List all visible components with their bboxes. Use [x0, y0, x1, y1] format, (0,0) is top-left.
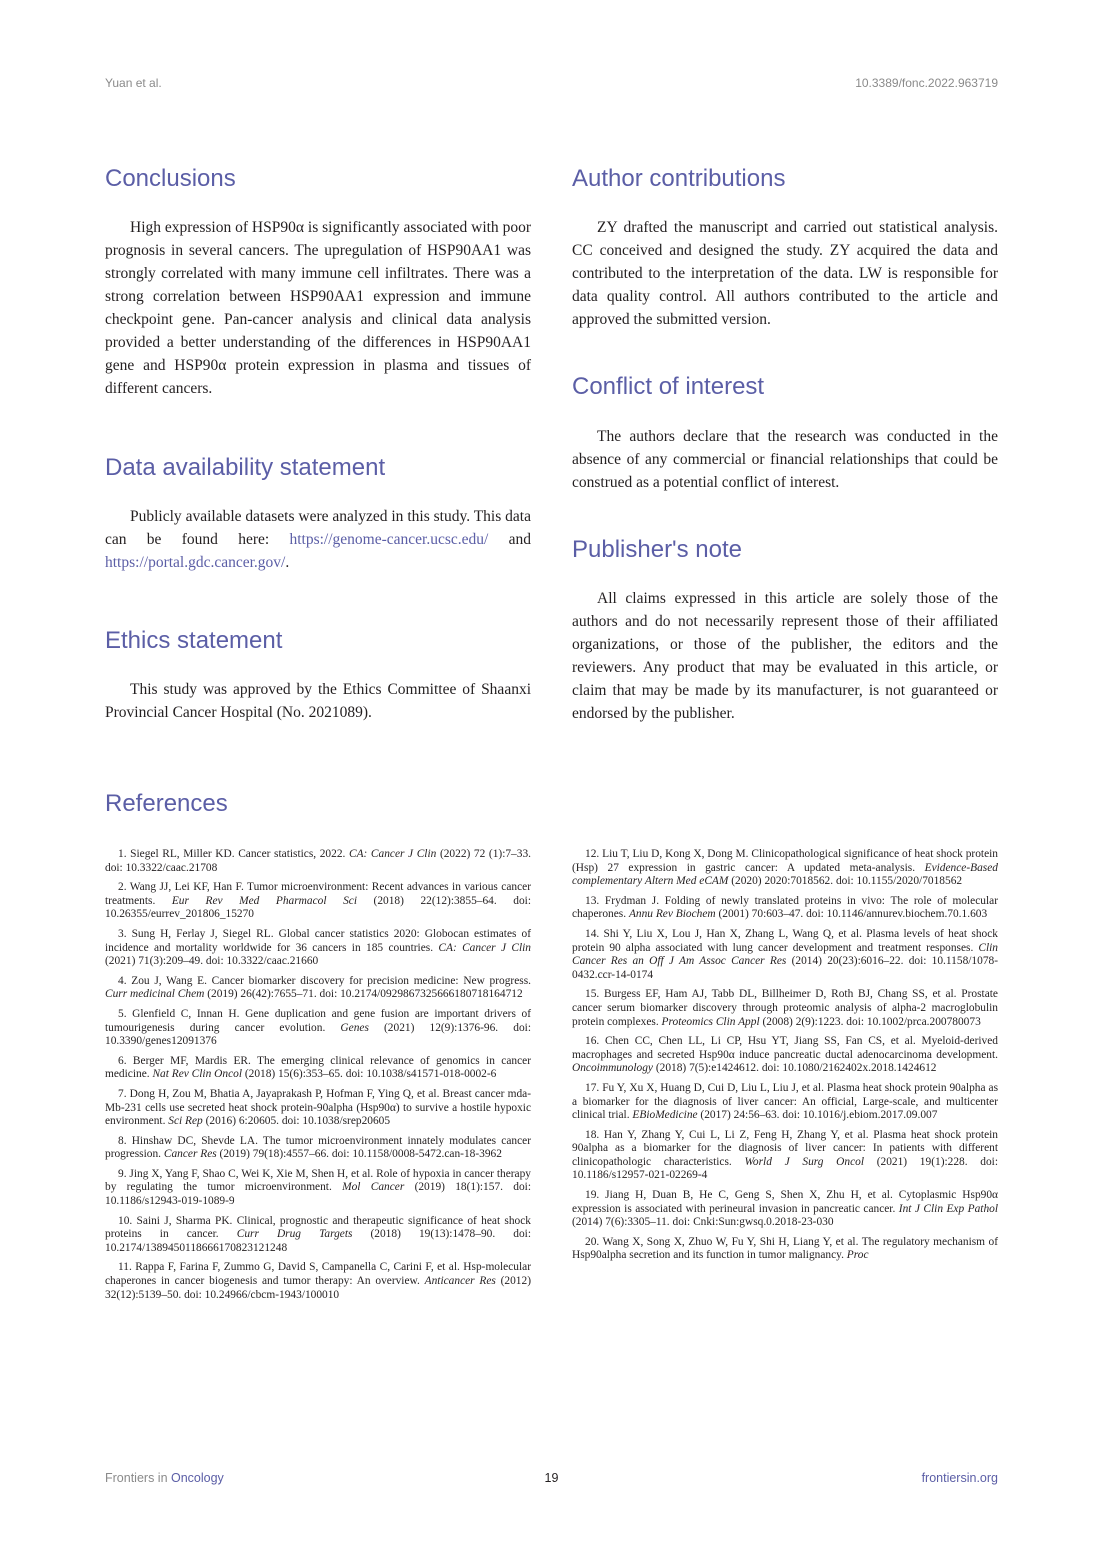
reference-text: 13. Frydman J. Folding of newly translated proteins in vivo: The role of molecular chaperones.	[572, 894, 998, 921]
heading-conflict-of-interest: Conflict of interest	[572, 373, 765, 400]
reference-item	[105, 1088, 531, 1129]
reference-journal: Anticancer Res	[424, 1275, 496, 1288]
reference-item	[105, 1008, 531, 1049]
reference-item	[572, 1082, 998, 1123]
reference-text: 10. Saini J, Sharma PK. Clinical, prognostic and therapeutic significance of heat shock proteins in cancer.	[105, 1214, 531, 1241]
reference-item	[572, 848, 998, 889]
reference-journal: Evidence-Based complementary Altern Med eCAM	[572, 861, 998, 888]
reference-details: (2016) 6:20605. doi: 10.1038/srep20605	[202, 1115, 391, 1128]
reference-details: (2018) 15(6):353–65. doi: 10.1038/s41571-018-0002-6	[241, 1068, 497, 1081]
heading-author-contributions: Author contributions	[572, 165, 786, 192]
reference-journal: CA: Cancer J Clin	[348, 848, 437, 860]
running-head-authors: Yuan et al.	[105, 76, 162, 90]
data-availability-text	[105, 505, 531, 574]
reference-journal: Int J Clin Exp Pathol	[898, 1202, 998, 1215]
link-ucsc[interactable]: https://genome-cancer.ucsc.edu/	[289, 531, 489, 548]
reference-journal: EBioMedicine	[632, 1109, 698, 1122]
reference-details: (2022) 72 (1):7–33. doi: 10.3322/caac.21708	[105, 848, 531, 874]
heading-references: References	[105, 790, 228, 817]
heading-conclusions: Conclusions	[105, 165, 236, 192]
reference-details: (2012) 32(12):5139–50. doi: 10.24966/cbcm-1943/100010	[105, 1275, 531, 1301]
data-availability-text-middle: and	[488, 531, 531, 548]
reference-text: 3. Sung H, Ferlay J, Siegel RL. Global cancer statistics 2020: Globocan estimates of incidence and mortality worldwide for 36 cancers in 185 countries.	[105, 927, 531, 954]
reference-item	[572, 1189, 998, 1230]
reference-text: 5. Glenfield C, Innan H. Gene duplication and gene fusion are important drivers of tumourigenesis during cancer evolution.	[105, 1007, 531, 1034]
reference-details: (2019) 26(42):7655–71. doi: 10.2174/0929867325666180718164712	[204, 988, 523, 1001]
reference-journal: Proteomics Clin Appl	[661, 1015, 760, 1028]
heading-publishers-note: Publisher's note	[572, 536, 743, 563]
reference-journal: CA: Cancer J Clin	[438, 941, 531, 954]
heading-ethics: Ethics statement	[105, 627, 283, 654]
ethics-text: This study was approved by the Ethics Committee of Shaanxi Provincial Cancer Hospital (No. 2021089).	[105, 681, 531, 721]
reference-journal: World J Surg Oncol	[744, 1155, 865, 1168]
conflict-text: The authors declare that the research was conducted in the absence of any commercial or financial relationships that could be construed as a potential conflict of interest.	[572, 428, 998, 491]
reference-text: 17. Fu Y, Xu X, Huang D, Cui D, Liu L, Liu J, et al. Plasma heat shock protein 90alpha as a biomarker for the diagnosis of liver cancer: An official, Large-scale, and multicenter clinical trial.	[572, 1081, 998, 1122]
reference-details: (2021) 71(3):209–49. doi: 10.3322/caac.21660	[105, 955, 319, 968]
reference-details: (2014) 7(6):3305–11. doi: Cnki:Sun:gwsq.0.2018-23-030	[572, 1216, 834, 1229]
reference-journal: Curr medicinal Chem	[105, 988, 205, 1001]
reference-text: 9. Jing X, Yang F, Shao C, Wei K, Xie M, Shen H, et al. Role of hypoxia in cancer therapy by regulating the tumor microenvironment.	[105, 1167, 531, 1194]
reference-details: (2014) 20(23):6016–22. doi: 10.1158/1078-0432.ccr-14-0174	[572, 955, 999, 981]
reference-text: 16. Chen CC, Chen LL, Li CP, Hsu YT, Jiang SS, Fan CS, et al. Myeloid-derived macrophages and secreted Hsp90α induce pancreatic ductal adenocarcinoma development.	[572, 1035, 998, 1061]
reference-item	[105, 881, 531, 922]
reference-text: 20. Wang X, Song X, Zhuo W, Fu Y, Shi H, Liang Y, et al. The regulatory mechanism of Hsp90alpha secretion and its function in tumor malignancy.	[572, 1235, 998, 1262]
reference-details: (2017) 24:56–63. doi: 10.1016/j.ebiom.2017.09.007	[697, 1109, 938, 1122]
reference-journal: Sci Rep	[168, 1115, 203, 1128]
reference-journal: Cancer Res	[163, 1148, 217, 1161]
reference-text: 11. Rappa F, Farina F, Zummo G, David S, Campanella C, Carini F, et al. Hsp-molecular chaperones in cancer biogenesis and tumor therapy: An overview.	[105, 1261, 531, 1288]
reference-item	[105, 928, 531, 969]
reference-item	[105, 1261, 531, 1302]
reference-text: 18. Han Y, Zhang Y, Cui L, Li Z, Feng H, Zhang Y, et al. Plasma heat shock protein 90alpha as a biomarker for the diagnosis of liver cancer: In patients with different clinicopathologic characteristics.	[572, 1128, 998, 1168]
reference-details: (2001) 70:603–47. doi: 10.1146/annurev.biochem.70.1.603	[715, 908, 988, 921]
running-head-doi: 10.3389/fonc.2022.963719	[855, 76, 998, 90]
heading-data-availability: Data availability statement	[105, 454, 386, 481]
reference-journal: Mol Cancer	[342, 1181, 405, 1194]
reference-item	[572, 928, 998, 982]
reference-item	[105, 1215, 531, 1256]
reference-journal: Clin Cancer Res an Off J Am Assoc Cancer Res	[572, 941, 998, 968]
publishers-note-text: All claims expressed in this article are solely those of the authors and do not necessarily represent those of their affiliated organizations, or those of the publisher, the editors and the reviewers. Any product that may be evaluated in this article, or claim that may be made by its manufacturer, is not guaranteed or endorsed by the publisher.	[572, 590, 998, 722]
reference-item	[572, 1236, 998, 1263]
data-availability-text-after: .	[285, 554, 290, 571]
reference-details: (2018) 7(5):e1424612. doi: 10.1080/2162402x.2018.1424612	[653, 1062, 937, 1075]
footer-site-link[interactable]: frontiersin.org	[921, 1471, 998, 1485]
reference-details: (2018) 22(12):3855–64. doi: 10.26355/eurrev_201806_15270	[105, 894, 531, 921]
reference-details: (2018) 19(13):1478–90. doi: 10.2174/1389450118666170823121248	[105, 1228, 531, 1254]
reference-text: 12. Liu T, Liu D, Kong X, Dong M. Clinicopathological significance of heat shock protein (Hsp) 27 expression in gastric cancer: A updated meta-analysis.	[572, 848, 998, 874]
reference-journal: Oncoimmunology	[572, 1062, 653, 1075]
reference-text: 4. Zou J, Wang E. Cancer biomarker discovery for precision medicine: New progress.	[118, 974, 531, 987]
references-right-column	[572, 848, 998, 1263]
reference-journal: Eur Rev Med Pharmacol Sci	[171, 894, 357, 907]
reference-details: (2019) 79(18):4557–66. doi: 10.1158/0008-5472.can-18-3962	[216, 1148, 502, 1161]
reference-item	[105, 975, 531, 1002]
references-left-column	[105, 848, 531, 1302]
reference-item	[572, 1129, 998, 1183]
reference-text: 6. Berger MF, Mardis ER. The emerging clinical relevance of genomics in cancer medicine.	[105, 1054, 531, 1081]
reference-item	[572, 988, 998, 1029]
reference-text: 14. Shi Y, Liu X, Lou J, Han X, Zhang L, Wang Q, et al. Plasma levels of heat shock protein 90 alpha associated with lung cancer development and treatment responses.	[572, 927, 998, 954]
reference-item	[105, 1168, 531, 1209]
reference-journal: Genes	[340, 1021, 369, 1034]
reference-item	[105, 1055, 531, 1082]
footer-journal-name: Oncology	[171, 1471, 224, 1485]
reference-details: (2021) 19(1):228. doi: 10.1186/s12957-021-02269-4	[572, 1155, 999, 1182]
reference-item	[572, 895, 998, 922]
reference-item	[572, 1035, 998, 1076]
link-gdc[interactable]: https://portal.gdc.cancer.gov/	[105, 554, 286, 571]
reference-text: 19. Jiang H, Duan B, He C, Geng S, Shen X, Zhu H, et al. Cytoplasmic Hsp90α expression is associated with perineural invasion in pancreatic cancer.	[572, 1189, 998, 1215]
reference-journal: Annu Rev Biochem	[628, 908, 716, 921]
reference-text: 8. Hinshaw DC, Shevde LA. The tumor microenvironment innately modulates cancer progression.	[105, 1134, 531, 1161]
author-contributions-text: ZY drafted the manuscript and carried out statistical analysis. CC conceived and designed the study. ZY acquired the data and contributed to the interpretation of the data. LW is responsible for data quality control. All authors contributed to the article and approved the submitted version.	[572, 219, 998, 328]
reference-details: (2020) 2020:7018562. doi: 10.1155/2020/7018562	[728, 875, 963, 888]
reference-details: (2021) 12(9):1376-96. doi: 10.3390/genes12091376	[105, 1021, 531, 1048]
reference-text: 15. Burgess EF, Ham AJ, Tabb DL, Billheimer D, Roth BJ, Chang SS, et al. Prostate cancer serum biomarker discovery through proteomic analysis of alpha-2 macroglobulin protein complexes.	[572, 988, 998, 1028]
reference-item	[105, 1135, 531, 1162]
reference-details: (2008) 2(9):1223. doi: 10.1002/prca.200780073	[759, 1015, 981, 1028]
page-number: 19	[544, 1471, 559, 1485]
footer-journal-prefix: Frontiers in	[105, 1471, 171, 1485]
reference-text: 1. Siegel RL, Miller KD. Cancer statistics, 2022.	[118, 848, 349, 860]
reference-journal: Nat Rev Clin Oncol	[152, 1068, 242, 1081]
reference-details: (2019) 18(1):157. doi: 10.1186/s12943-019-1089-9	[105, 1181, 531, 1208]
reference-item	[105, 848, 531, 875]
reference-journal: Curr Drug Targets	[236, 1228, 353, 1241]
data-availability-text-before: Publicly available datasets were analyzed in this study. This data can be found here:	[105, 508, 531, 548]
conclusions-text: High expression of HSP90α is significantly associated with poor prognosis in several cancers. The upregulation of HSP90AA1 was strongly correlated with many immune cell infiltrates. There was a strong correlation between HSP90AA1 expression and immune checkpoint gene. Pan-cancer analysis and clinical data analysis provided a better understanding of the differences in HSP90AA1 gene and HSP90α protein expression in plasma and tissues of different cancers.	[105, 219, 531, 397]
reference-journal: Proc	[846, 1249, 869, 1262]
reference-text: 7. Dong H, Zou M, Bhatia A, Jayaprakash P, Hofman F, Ying Q, et al. Breast cancer mda-Mb-231 cells use secreted heat shock protein-90alpha (Hsp90α) to survive a hostile hypoxic environment.	[105, 1087, 531, 1128]
reference-text: 2. Wang JJ, Lei KF, Han F. Tumor microenvironment: Recent advances in various cancer treatments.	[105, 881, 531, 907]
